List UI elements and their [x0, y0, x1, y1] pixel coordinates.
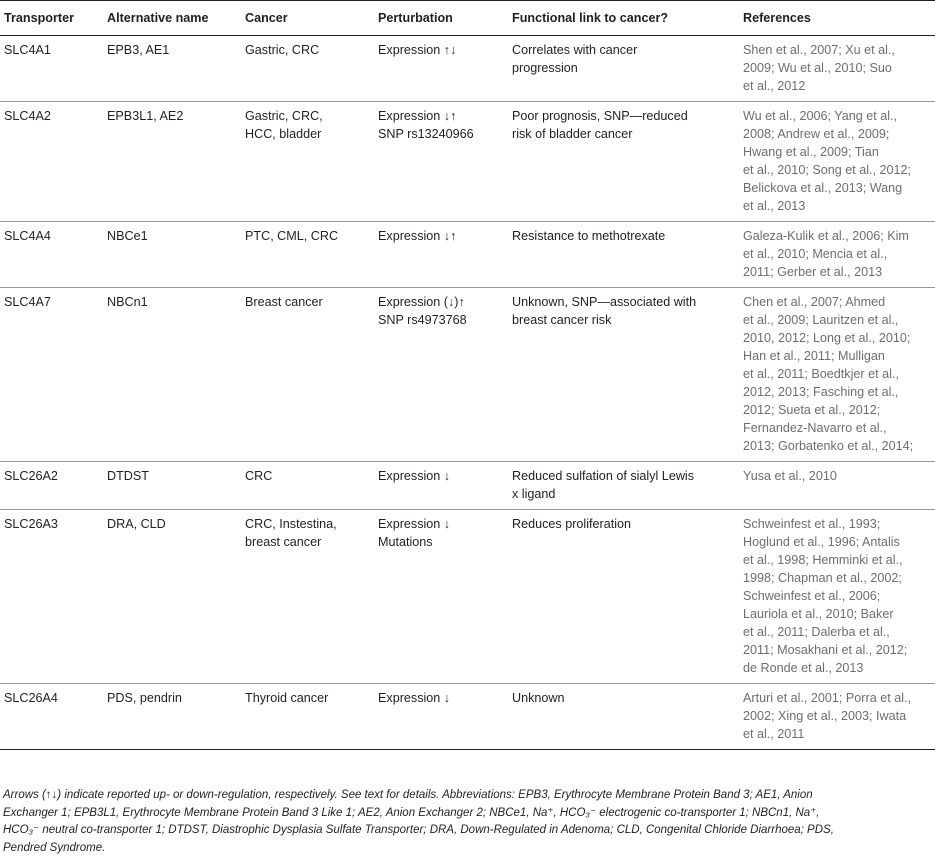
cell-cancer-line: PTC, CML, CRC	[245, 229, 339, 243]
cell-references-line: Hwang et al., 2009; Tian	[743, 145, 879, 159]
cell-perturbation-line: Expression ↓↑	[378, 229, 457, 243]
header-perturbation: Perturbation	[374, 1, 508, 36]
cell-references	[739, 102, 935, 222]
cell-perturbation-line: Expression ↓	[378, 469, 451, 483]
cell-functional-link	[508, 510, 739, 684]
cell-functional-link-line: risk of bladder cancer	[512, 127, 633, 141]
cell-functional-link-line: x ligand	[512, 487, 556, 501]
header-transporter: Transporter	[0, 1, 103, 36]
cell-transporter-text: SLC26A4	[4, 691, 58, 705]
table-footnote	[3, 787, 886, 857]
cell-references-line: Wu et al., 2006; Yang et al.,	[743, 109, 898, 123]
cell-references-line: Chen et al., 2007; Ahmed	[743, 295, 886, 309]
cell-perturbation-line: Expression ↓	[378, 517, 451, 531]
cell-references-line: Han et al., 2011; Mulligan	[743, 349, 885, 363]
cell-alt-name-text: PDS, pendrin	[107, 691, 182, 705]
cell-references-line: 2011; Mosakhani et al., 2012;	[743, 643, 908, 657]
cell-transporter	[0, 102, 103, 222]
table-row	[0, 462, 935, 510]
table-header-row	[0, 1, 935, 36]
cell-functional-link	[508, 102, 739, 222]
cell-references	[739, 510, 935, 684]
cell-references-line: et al., 2011	[743, 727, 805, 741]
cell-transporter	[0, 222, 103, 288]
cell-functional-link	[508, 462, 739, 510]
cell-references-line: 2002; Xing et al., 2003; Iwata	[743, 709, 907, 723]
cell-references-line: Galeza-Kulik et al., 2006; Kim	[743, 229, 909, 243]
footnote-line: Exchanger 1; EPB3L1, Erythrocyte Membrane Protein Band 3 Like 1; AE2, Anion Exchanger 2; NBCe1, Na⁺, HCO₃⁻ electrogenic co-transporter 1; NBCn1, Na⁺,	[3, 806, 820, 819]
cell-alt-name	[103, 684, 241, 750]
cell-cancer	[241, 102, 374, 222]
cell-functional-link	[508, 288, 739, 462]
cell-perturbation	[374, 510, 508, 684]
cell-cancer	[241, 684, 374, 750]
cell-perturbation	[374, 36, 508, 102]
cell-alt-name	[103, 222, 241, 288]
cell-references-line: 2013; Gorbatenko et al., 2014;	[743, 439, 914, 453]
header-cancer: Cancer	[241, 1, 374, 36]
cell-references-line: Shen et al., 2007; Xu et al.,	[743, 43, 895, 57]
cell-alt-name-text: NBCn1	[107, 295, 148, 309]
cell-perturbation-line: Expression ↓	[378, 691, 451, 705]
cell-transporter-text: SLC4A1	[4, 43, 51, 57]
cell-functional-link-line: Unknown, SNP—associated with	[512, 295, 697, 309]
cell-functional-link-line: Resistance to methotrexate	[512, 229, 666, 243]
cell-references-line: 1998; Chapman et al., 2002;	[743, 571, 902, 585]
cell-transporter	[0, 462, 103, 510]
cell-references-line: et al., 2009; Lauritzen et al.,	[743, 313, 899, 327]
cell-cancer-line: CRC	[245, 469, 273, 483]
cell-alt-name-text: DRA, CLD	[107, 517, 166, 531]
cell-perturbation	[374, 102, 508, 222]
cell-references-line: et al., 2010; Song et al., 2012;	[743, 163, 912, 177]
cell-references-line: et al., 2012	[743, 79, 806, 93]
cell-transporter-text: SLC4A7	[4, 295, 51, 309]
cell-references	[739, 684, 935, 750]
cell-perturbation	[374, 288, 508, 462]
cell-references-line: Schweinfest et al., 2006;	[743, 589, 881, 603]
cell-perturbation	[374, 222, 508, 288]
footnote-line: Pendred Syndrome.	[3, 841, 106, 854]
cell-cancer-line: HCC, bladder	[245, 127, 322, 141]
cell-references-line: et al., 2011; Boedtkjer et al.,	[743, 367, 899, 381]
cell-functional-link-line: Correlates with cancer	[512, 43, 638, 57]
cell-cancer-line: Breast cancer	[245, 295, 323, 309]
cell-functional-link	[508, 222, 739, 288]
header-functional-link: Functional link to cancer?	[508, 1, 739, 36]
cell-alt-name-text: EPB3L1, AE2	[107, 109, 184, 123]
cell-alt-name-text: DTDST	[107, 469, 149, 483]
cell-references-line: Yusa et al., 2010	[743, 469, 837, 483]
cell-perturbation-line: SNP rs4973768	[378, 313, 467, 327]
cell-references-line: Fernandez-Navarro et al.,	[743, 421, 887, 435]
cell-perturbation-line: Expression (↓)↑	[378, 295, 465, 309]
cell-references-line: 2009; Wu et al., 2010; Suo	[743, 61, 892, 75]
cell-references-line: et al., 2011; Dalerba et al.,	[743, 625, 890, 639]
cell-perturbation-line: SNP rs13240966	[378, 127, 474, 141]
cell-transporter	[0, 684, 103, 750]
cell-cancer-line: Thyroid cancer	[245, 691, 329, 705]
cell-references	[739, 36, 935, 102]
cell-cancer-line: CRC, Instestina,	[245, 517, 337, 531]
cell-references	[739, 222, 935, 288]
cell-references-line: 2010, 2012; Long et al., 2010;	[743, 331, 911, 345]
cell-alt-name	[103, 36, 241, 102]
cell-references	[739, 462, 935, 510]
cell-transporter	[0, 288, 103, 462]
header-references: References	[739, 1, 935, 36]
cell-transporter-text: SLC26A2	[4, 469, 58, 483]
cell-perturbation-line: Expression ↑↓	[378, 43, 457, 57]
table-row	[0, 222, 935, 288]
cell-functional-link-line: Reduced sulfation of sialyl Lewis	[512, 469, 695, 483]
cell-perturbation-line: Mutations	[378, 535, 433, 549]
cell-functional-link-line: Unknown	[512, 691, 565, 705]
table-body	[0, 36, 935, 750]
cell-references-line: de Ronde et al., 2013	[743, 661, 864, 675]
cell-cancer	[241, 36, 374, 102]
cell-references-line: 2008; Andrew et al., 2009;	[743, 127, 890, 141]
cell-references-line: et al., 2010; Mencia et al.,	[743, 247, 888, 261]
cell-functional-link-line: progression	[512, 61, 578, 75]
cell-references-line: 2011; Gerber et al., 2013	[743, 265, 883, 279]
cell-alt-name-text: NBCe1	[107, 229, 148, 243]
table-row	[0, 102, 935, 222]
cell-alt-name	[103, 102, 241, 222]
cell-references-line: 2012, 2013; Fasching et al.,	[743, 385, 899, 399]
cell-references	[739, 288, 935, 462]
table-row	[0, 684, 935, 750]
cell-references-line: Arturi et al., 2001; Porra et al.,	[743, 691, 911, 705]
cell-cancer-line: Gastric, CRC,	[245, 109, 323, 123]
cell-functional-link-line: Reduces proliferation	[512, 517, 632, 531]
cell-functional-link	[508, 684, 739, 750]
table-row	[0, 510, 935, 684]
footnote-line: Arrows (↑↓) indicate reported up- or down-regulation, respectively. See text for details. Abbreviations: EPB3, Erythrocyte Membrane Protein Band 3; AE1, Anion	[3, 789, 813, 801]
cell-alt-name	[103, 462, 241, 510]
cell-transporter	[0, 510, 103, 684]
cell-cancer	[241, 510, 374, 684]
cell-transporter-text: SLC4A2	[4, 109, 51, 123]
cell-alt-name-text: EPB3, AE1	[107, 43, 170, 57]
cell-references-line: Lauriola et al., 2010; Baker	[743, 607, 894, 621]
header-alternative-name: Alternative name	[103, 1, 241, 36]
cell-references-line: Belickova et al., 2013; Wang	[743, 181, 903, 195]
cell-references-line: 2012; Sueta et al., 2012;	[743, 403, 881, 417]
footnote-line: HCO₃⁻ neutral co-transporter 1; DTDST, Diastrophic Dysplasia Sulfate Transporter; DRA, Down-Regulated in Adenoma; CLD, Congenital Chloride Diarrhoea; PDS,	[3, 824, 834, 836]
cell-cancer-line: breast cancer	[245, 535, 322, 549]
cell-perturbation	[374, 462, 508, 510]
cell-functional-link	[508, 36, 739, 102]
cell-functional-link-line: Poor prognosis, SNP—reduced	[512, 109, 688, 123]
cell-transporter-text: SLC26A3	[4, 517, 58, 531]
cell-alt-name	[103, 510, 241, 684]
cell-transporter-text: SLC4A4	[4, 229, 51, 243]
cell-references-line: Hoglund et al., 1996; Antalis	[743, 535, 900, 549]
cell-functional-link-line: breast cancer risk	[512, 313, 612, 327]
cell-perturbation	[374, 684, 508, 750]
cell-perturbation-line: Expression ↓↑	[378, 109, 457, 123]
cell-cancer	[241, 288, 374, 462]
cell-references-line: et al., 2013	[743, 199, 806, 213]
table-row	[0, 288, 935, 462]
cell-transporter	[0, 36, 103, 102]
cell-cancer	[241, 462, 374, 510]
table-row	[0, 36, 935, 102]
cell-cancer-line: Gastric, CRC	[245, 43, 320, 57]
cell-references-line: et al., 1998; Hemminki et al.,	[743, 553, 903, 567]
cell-references-line: Schweinfest et al., 1993;	[743, 517, 881, 531]
cell-alt-name	[103, 288, 241, 462]
cell-cancer	[241, 222, 374, 288]
